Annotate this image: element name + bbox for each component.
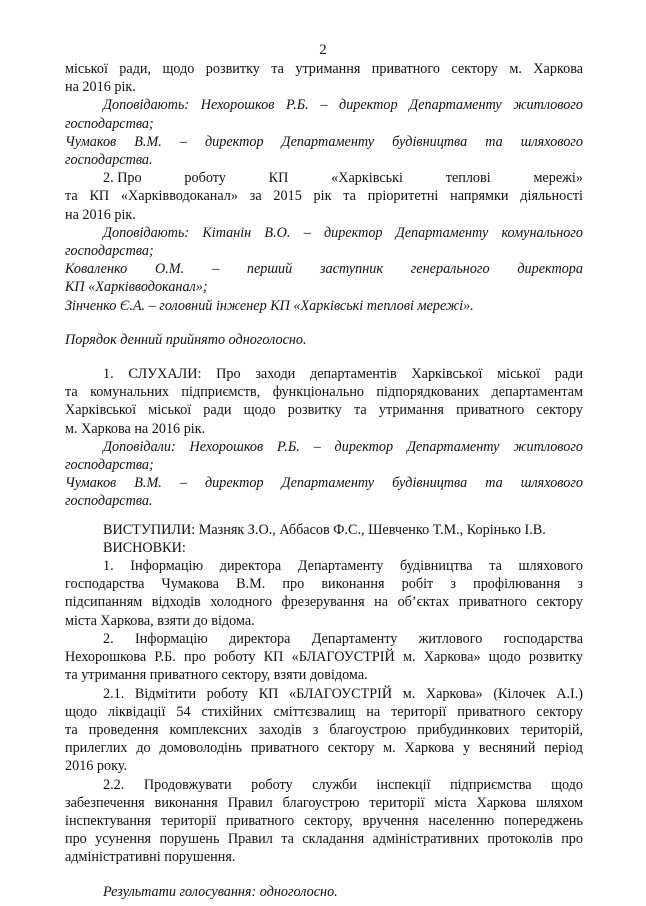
spoke-line: ВИСТУПИЛИ: Мазняк З.О., Аббасов Ф.С., Шевченко Т.М., Корінько І.В. [103,521,546,538]
spacer [65,511,583,521]
text-line [65,169,583,187]
word: мережі» [533,170,583,187]
text-line: інспектування території приватного сектору, вручення населенню попереджень [65,812,583,829]
conclusion-2-1 [65,685,583,776]
text-line: та утримання приватного сектору, взяти довідома. [65,667,368,684]
word: КП [268,170,289,187]
word: «Харківські [331,170,403,187]
spacer [65,349,583,365]
text-line: міста Харкова, взяти до відома. [65,612,255,629]
text-line: 2. Інформацію директора Департаменту житлового господарства [103,630,583,647]
spacer [65,867,583,883]
text-line: Доповідають: Нехорошков Р.Б. – директор Департаменту житлового [103,97,583,114]
text-line: господарства. [65,493,153,510]
conclusion-2 [65,630,583,685]
voting-results: Результати голосування: одноголосно. [103,883,338,900]
text-line: господарства; [65,115,154,132]
text-line: Зінченко Є.А. – головний інженер КП «Харківські теплові мережі». [65,297,474,314]
text-line: Доповідали: Нехорошков Р.Б. – директор Департаменту житлового [103,438,583,455]
text-line: Харківської міської ради щодо розвитку та утримання приватного сектору [65,402,583,419]
page-number: 2 [319,42,327,58]
text-line: забезпечення виконання Правил благоустрою території міста Харкова шляхом [65,794,583,811]
intro-paragraph [65,60,583,96]
text-line: на 2016 рік. [65,206,136,223]
text-line: 2.1. Відмітити роботу КП «БЛАГОУСТРІЙ м. Харкова» (Кілочек А.І.) [103,685,583,702]
heard-section [65,365,583,438]
text-line: щодо ліквідації 54 стихійних сміттєзвалищ на території приватного сектору [65,703,583,720]
text-line: м. Харкова на 2016 рік. [65,420,206,437]
text-line: господарства. [65,152,153,169]
spacer [65,315,583,331]
text-line: 1. Інформацію директора Департаменту будівництва та шляхового [103,558,583,575]
word: теплові [445,170,491,187]
text-line: Доповідають: Кітанін В.О. – директор Департаменту комунального [103,224,583,241]
text-line: господарства; [65,243,154,260]
text-line: 2016 року. [65,758,128,775]
document-body [65,60,583,901]
conclusions-heading: ВИСНОВКИ: [103,539,186,556]
reporters-block-3 [65,438,583,511]
text-line: Коваленко О.М. – перший заступник генерального директора [65,261,583,278]
text-line: господарства; [65,457,154,474]
text-line: адміністративні порушення. [65,849,236,866]
text-line: прилеглих до домоволодінь приватного сектору м. Харкова у весняний період [65,740,583,757]
agenda-approved: Порядок денний прийнято одноголосно. [65,331,307,348]
text-line: КП «Харківводоканал»; [65,279,208,296]
text-line: міської ради, щодо розвитку та утримання приватного сектору м. Харкова [65,61,583,77]
text-line: господарства Чумакова В.М. про виконання робіт з профілювання з [65,576,583,593]
text-line: про усунення порушень Правил та складання адміністративних протоколів про [65,831,583,848]
text-line: 2.2. Продовжувати роботу служби інспекції підприємства щодо [103,776,583,793]
text-line: Нехорошкова Р.Б. про роботу КП «БЛАГОУСТРІЙ м. Харкова» щодо розвитку [65,649,583,666]
word: 2. Про [103,170,142,187]
text-line: та проведення комплексних заходів з благоустрою прибудинкових територій, [65,721,583,738]
word: роботу [184,170,226,187]
reporters-block-2 [65,224,583,315]
conclusion-1 [65,557,583,630]
text-line: підсипанням відходів холодного фрезерування на об’єктах приватного сектору [65,594,583,611]
text-line: на 2016 рік. [65,79,136,96]
conclusion-2-2 [65,776,583,867]
text-line: та КП «Харківводоканал» за 2015 рік та пріоритетні напрямки діяльності [65,188,583,205]
text-line: 1. СЛУХАЛИ: Про заходи департаментів Харківської міської ради [103,366,583,383]
text-line: та комунальних підприємств, функціонально підпорядкованих департаментам [65,384,583,401]
text-line: Чумаков В.М. – директор Департаменту будівництва та шляхового [65,475,583,492]
agenda-item-2 [65,169,583,224]
text-line: Чумаков В.М. – директор Департаменту будівництва та шляхового [65,133,583,150]
reporters-block-1 [65,96,583,169]
